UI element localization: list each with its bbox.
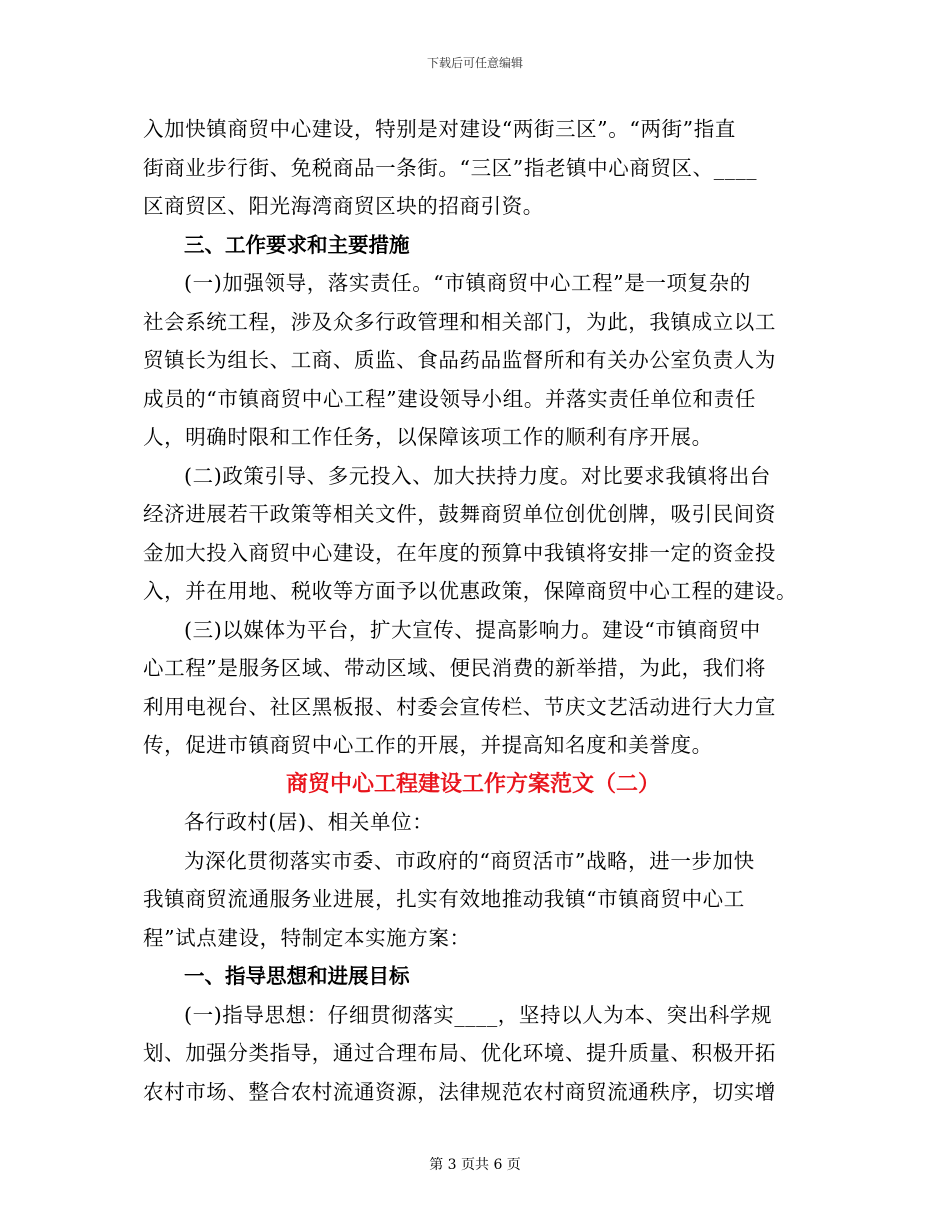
paragraph-media	[143, 611, 803, 765]
text-line: 人，明确时限和工作任务，以保障该项工作的顺利有序开展。	[143, 425, 713, 449]
text-line: 各行政村(居)、相关单位：	[184, 810, 434, 834]
paragraph-intro	[143, 842, 803, 958]
page-header: 下载后可任意编辑	[426, 56, 523, 70]
section-heading-guidance: 一、指导思想和进展目标	[184, 964, 410, 988]
paragraph-salutation	[143, 803, 803, 842]
text-line: 入，并在用地、税收等方面予以优惠政策，保障商贸中心工程的建设。	[143, 579, 798, 603]
paragraph-guiding-thought	[143, 996, 803, 1112]
text-line: 程”试点建设，特制定本实施方案：	[143, 925, 471, 950]
document-title-two: 商贸中心工程建设工作方案范文（二）	[285, 770, 660, 797]
text-line: 我镇商贸流通服务业进展，扎实有效地推动我镇“市镇商贸中心工	[143, 887, 745, 911]
text-line: 心工程”是服务区域、带动区域、便民消费的新举措，为此，我们将	[143, 656, 766, 680]
text-line: (一)指导思想：仔细贯彻落实____，坚持以人为本、突出科学规	[184, 1002, 773, 1027]
page-footer: 第 3 页共 6 页	[429, 1157, 521, 1173]
text-line: 街商业步行街、免税商品一条街。“三区”指老镇中心商贸区、____	[143, 155, 758, 180]
text-line: 为深化贯彻落实市委、市政府的“商贸活市”战略，进一步加快	[184, 848, 755, 873]
document-body	[143, 110, 803, 1111]
text-line: 贸镇长为组长、工商、质监、食品药品监督所和有关办公室负责人为	[143, 348, 776, 372]
paragraph-continuation	[143, 110, 803, 226]
text-line: (二)政策引导、多元投入、加大扶持力度。对比要求我镇将出台	[184, 463, 771, 488]
paragraph-policy	[143, 457, 803, 611]
text-line: 农村市场、整合农村流通资源，法律规范农村商贸流通秩序，切实增	[143, 1079, 776, 1104]
text-line: 金加大投入商贸中心建设，在年度的预算中我镇将安排一定的资金投	[143, 540, 776, 565]
paragraph-leadership	[143, 264, 803, 457]
text-line: 经济进展若干政策等相关文件，鼓舞商贸单位创优创牌，吸引民间资	[143, 502, 776, 526]
text-line: 利用电视台、社区黑板报、村委会宣传栏、节庆文艺活动进行大力宣	[143, 694, 776, 719]
text-line: (一)加强领导，落实责任。“市镇商贸中心工程”是一项复杂的	[184, 271, 751, 295]
text-line: 社会系统工程，涉及众多行政管理和相关部门，为此，我镇成立以工	[143, 309, 776, 334]
text-line: 传，促进市镇商贸中心工作的开展，并提高知名度和美誉度。	[143, 733, 713, 757]
text-line: 入加快镇商贸中心建设，特别是对建设“两街三区”。“两街”指直	[143, 117, 736, 141]
text-line: 成员的“市镇商贸中心工程”建设领导小组。并落实责任单位和责任	[143, 386, 756, 411]
text-line: (三)以媒体为平台，扩大宣传、提高影响力。建设“市镇商贸中	[184, 617, 761, 642]
text-line: 区商贸区、阳光海湾商贸区块的招商引资。	[143, 194, 544, 218]
text-line: 划、加强分类指导，通过合理布局、优化环境、提升质量、积极开拓	[143, 1041, 776, 1065]
section-heading-requirements: 三、工作要求和主要措施	[184, 232, 410, 257]
